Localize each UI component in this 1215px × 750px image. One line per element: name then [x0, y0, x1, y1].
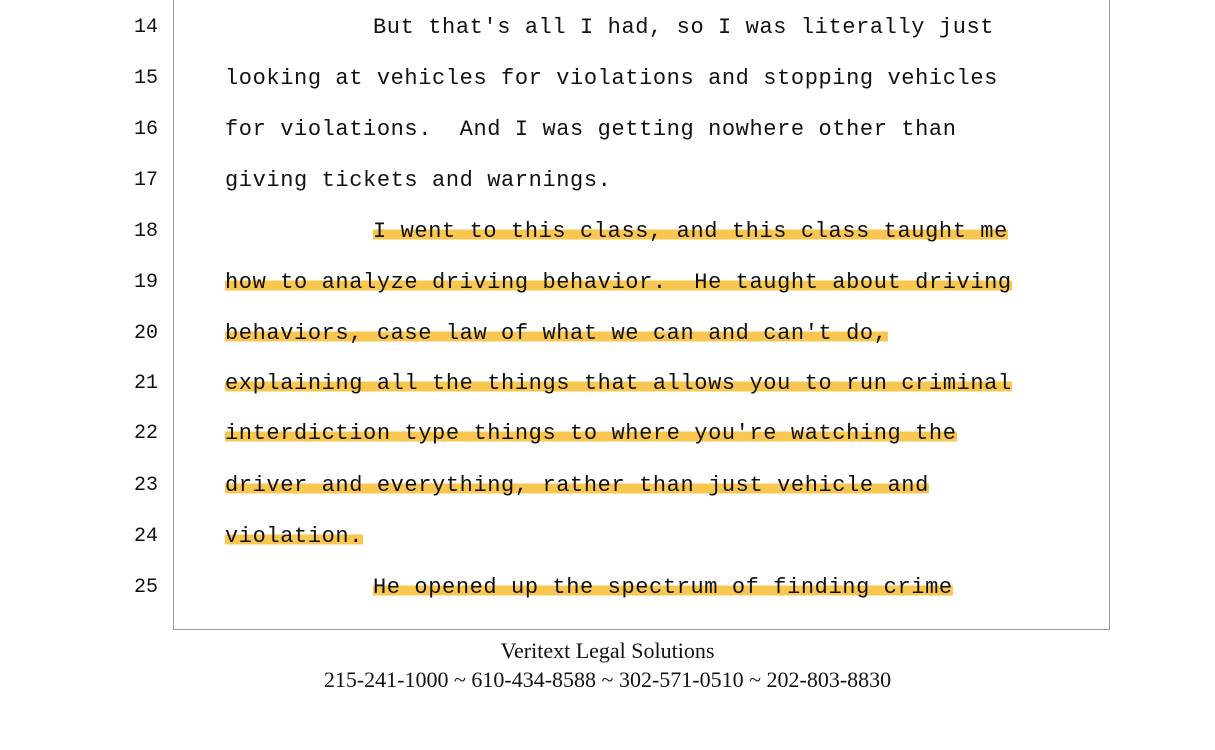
- line-number: 20: [133, 322, 158, 345]
- transcript-line: [373, 576, 953, 600]
- line-text: looking at vehicles for violations and stopping vehicles: [225, 66, 998, 91]
- line-number: 22: [133, 422, 158, 445]
- line-number: 19: [133, 271, 158, 294]
- highlighted-text[interactable]: violation.: [225, 524, 364, 549]
- transcript-line: [373, 16, 994, 40]
- transcript-line: [225, 67, 998, 91]
- line-number: 24: [133, 525, 158, 548]
- transcript-line: [225, 322, 888, 346]
- footer-phones: 215-241-1000 ~ 610-434-8588 ~ 302-571-0510 ~ 202-803-8830: [323, 667, 892, 692]
- transcript-line: [373, 220, 1008, 244]
- footer-company: Veritext Legal Solutions: [500, 638, 715, 663]
- highlighted-text[interactable]: driver and everything, rather than just vehicle and: [225, 473, 929, 498]
- transcript-line: [225, 169, 611, 193]
- highlighted-text[interactable]: how to analyze driving behavior. He taught about driving: [225, 270, 1012, 295]
- line-number: 18: [133, 220, 158, 243]
- line-number: 15: [133, 67, 158, 90]
- line-number: 23: [133, 474, 158, 497]
- transcript-line: [225, 271, 1012, 295]
- line-number: 14: [133, 16, 158, 39]
- highlighted-text[interactable]: interdiction type things to where you're watching the: [225, 421, 957, 446]
- line-number: 25: [133, 576, 158, 599]
- transcript-line: [225, 422, 957, 446]
- highlighted-text[interactable]: explaining all the things that allows you to run criminal: [225, 371, 1012, 396]
- highlighted-text[interactable]: behaviors, case law of what we can and can't do,: [225, 321, 888, 346]
- transcript-line: [225, 118, 957, 142]
- line-number: 16: [133, 118, 158, 141]
- transcript-line: [225, 525, 363, 549]
- highlighted-text[interactable]: I went to this class, and this class taught me: [373, 219, 1008, 244]
- line-text: for violations. And I was getting nowhere other than: [225, 117, 957, 142]
- line-text: But that's all I had, so I was literally just: [373, 15, 995, 40]
- line-number: 21: [133, 372, 158, 395]
- transcript-line: [225, 372, 1012, 396]
- line-number: 17: [133, 169, 158, 192]
- highlighted-text[interactable]: He opened up the spectrum of finding crime: [373, 575, 953, 600]
- transcript-line: [225, 474, 929, 498]
- line-text: giving tickets and warnings.: [225, 168, 612, 193]
